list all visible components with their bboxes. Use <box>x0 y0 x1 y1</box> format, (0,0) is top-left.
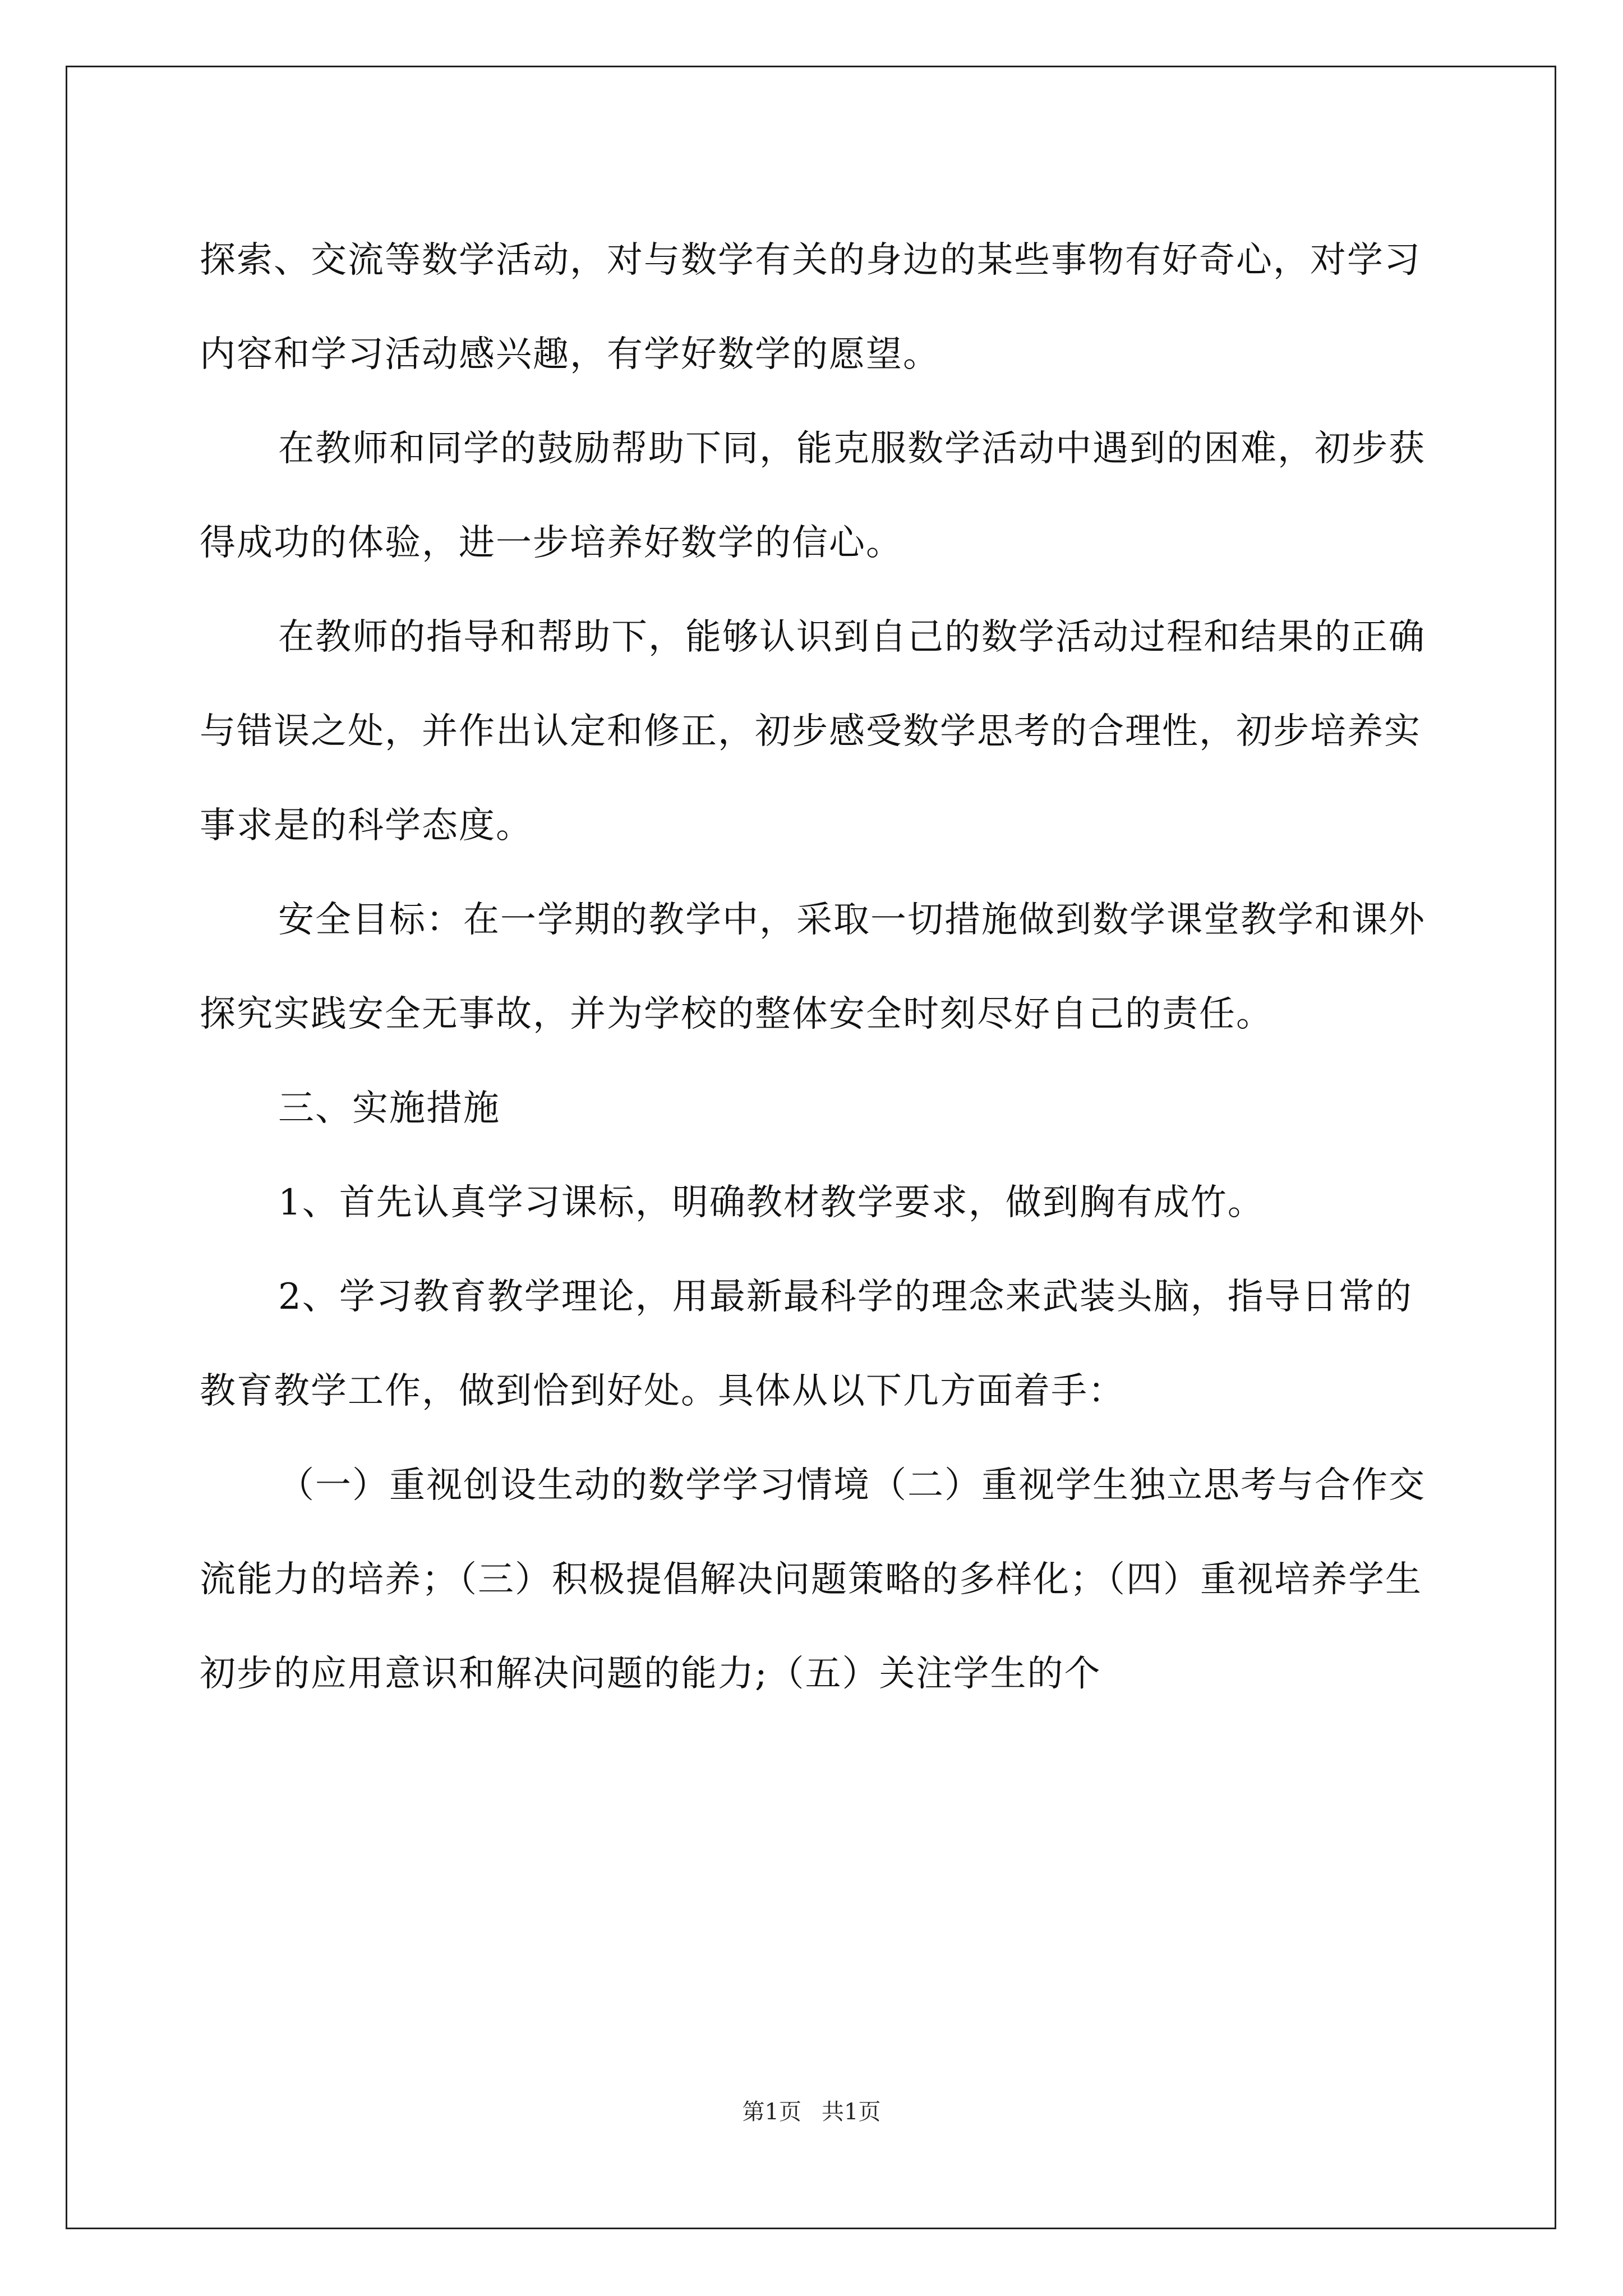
page-footer <box>0 2095 1623 2129</box>
paragraph-1: 探索、交流等数学活动，对与数学有关的身边的某些事物有好奇心，对学习内容和学习活动感兴趣，有学好数学的愿望。 <box>200 240 1421 375</box>
section-heading: 三、实施措施 <box>278 1088 500 1129</box>
paragraph-2: 在教师和同学的鼓励帮助下同，能克服数学活动中遇到的困难，初步获得成功的体验，进一步培养好数学的信心。 <box>200 428 1426 564</box>
paragraph-measure-1: 1、首先认真学习课标，明确教材教学要求，做到胸有成竹。 <box>278 1182 1265 1223</box>
paragraph-measure-list: （一）重视创设生动的数学学习情境（二）重视学生独立思考与合作交流能力的培养；（三）积极提倡解决问题策略的多样化；（四）重视培养学生初步的应用意识和解决问题的能力;（五）关注学生的个 <box>200 1465 1426 1695</box>
paragraph-measure-2: 2、学习教育教学理论，用最新最科学的理念来武装头脑，指导日常的教育教学工作，做到恰到好处。具体从以下几方面着手： <box>200 1276 1413 1412</box>
document-body <box>200 213 1433 1721</box>
page-total: 共1页 <box>822 2099 881 2125</box>
paragraph-4: 安全目标：在一学期的教学中，采取一切措施做到数学课堂教学和课外探究实践安全无事故，并为学校的整体安全时刻尽好自己的责任。 <box>200 899 1426 1035</box>
page-number: 第1页 <box>742 2099 801 2125</box>
paragraph-3: 在教师的指导和帮助下，能够认识到自己的数学活动过程和结果的正确与错误之处，并作出认定和修正，初步感受数学思考的合理性，初步培养实事求是的科学态度。 <box>200 616 1426 846</box>
